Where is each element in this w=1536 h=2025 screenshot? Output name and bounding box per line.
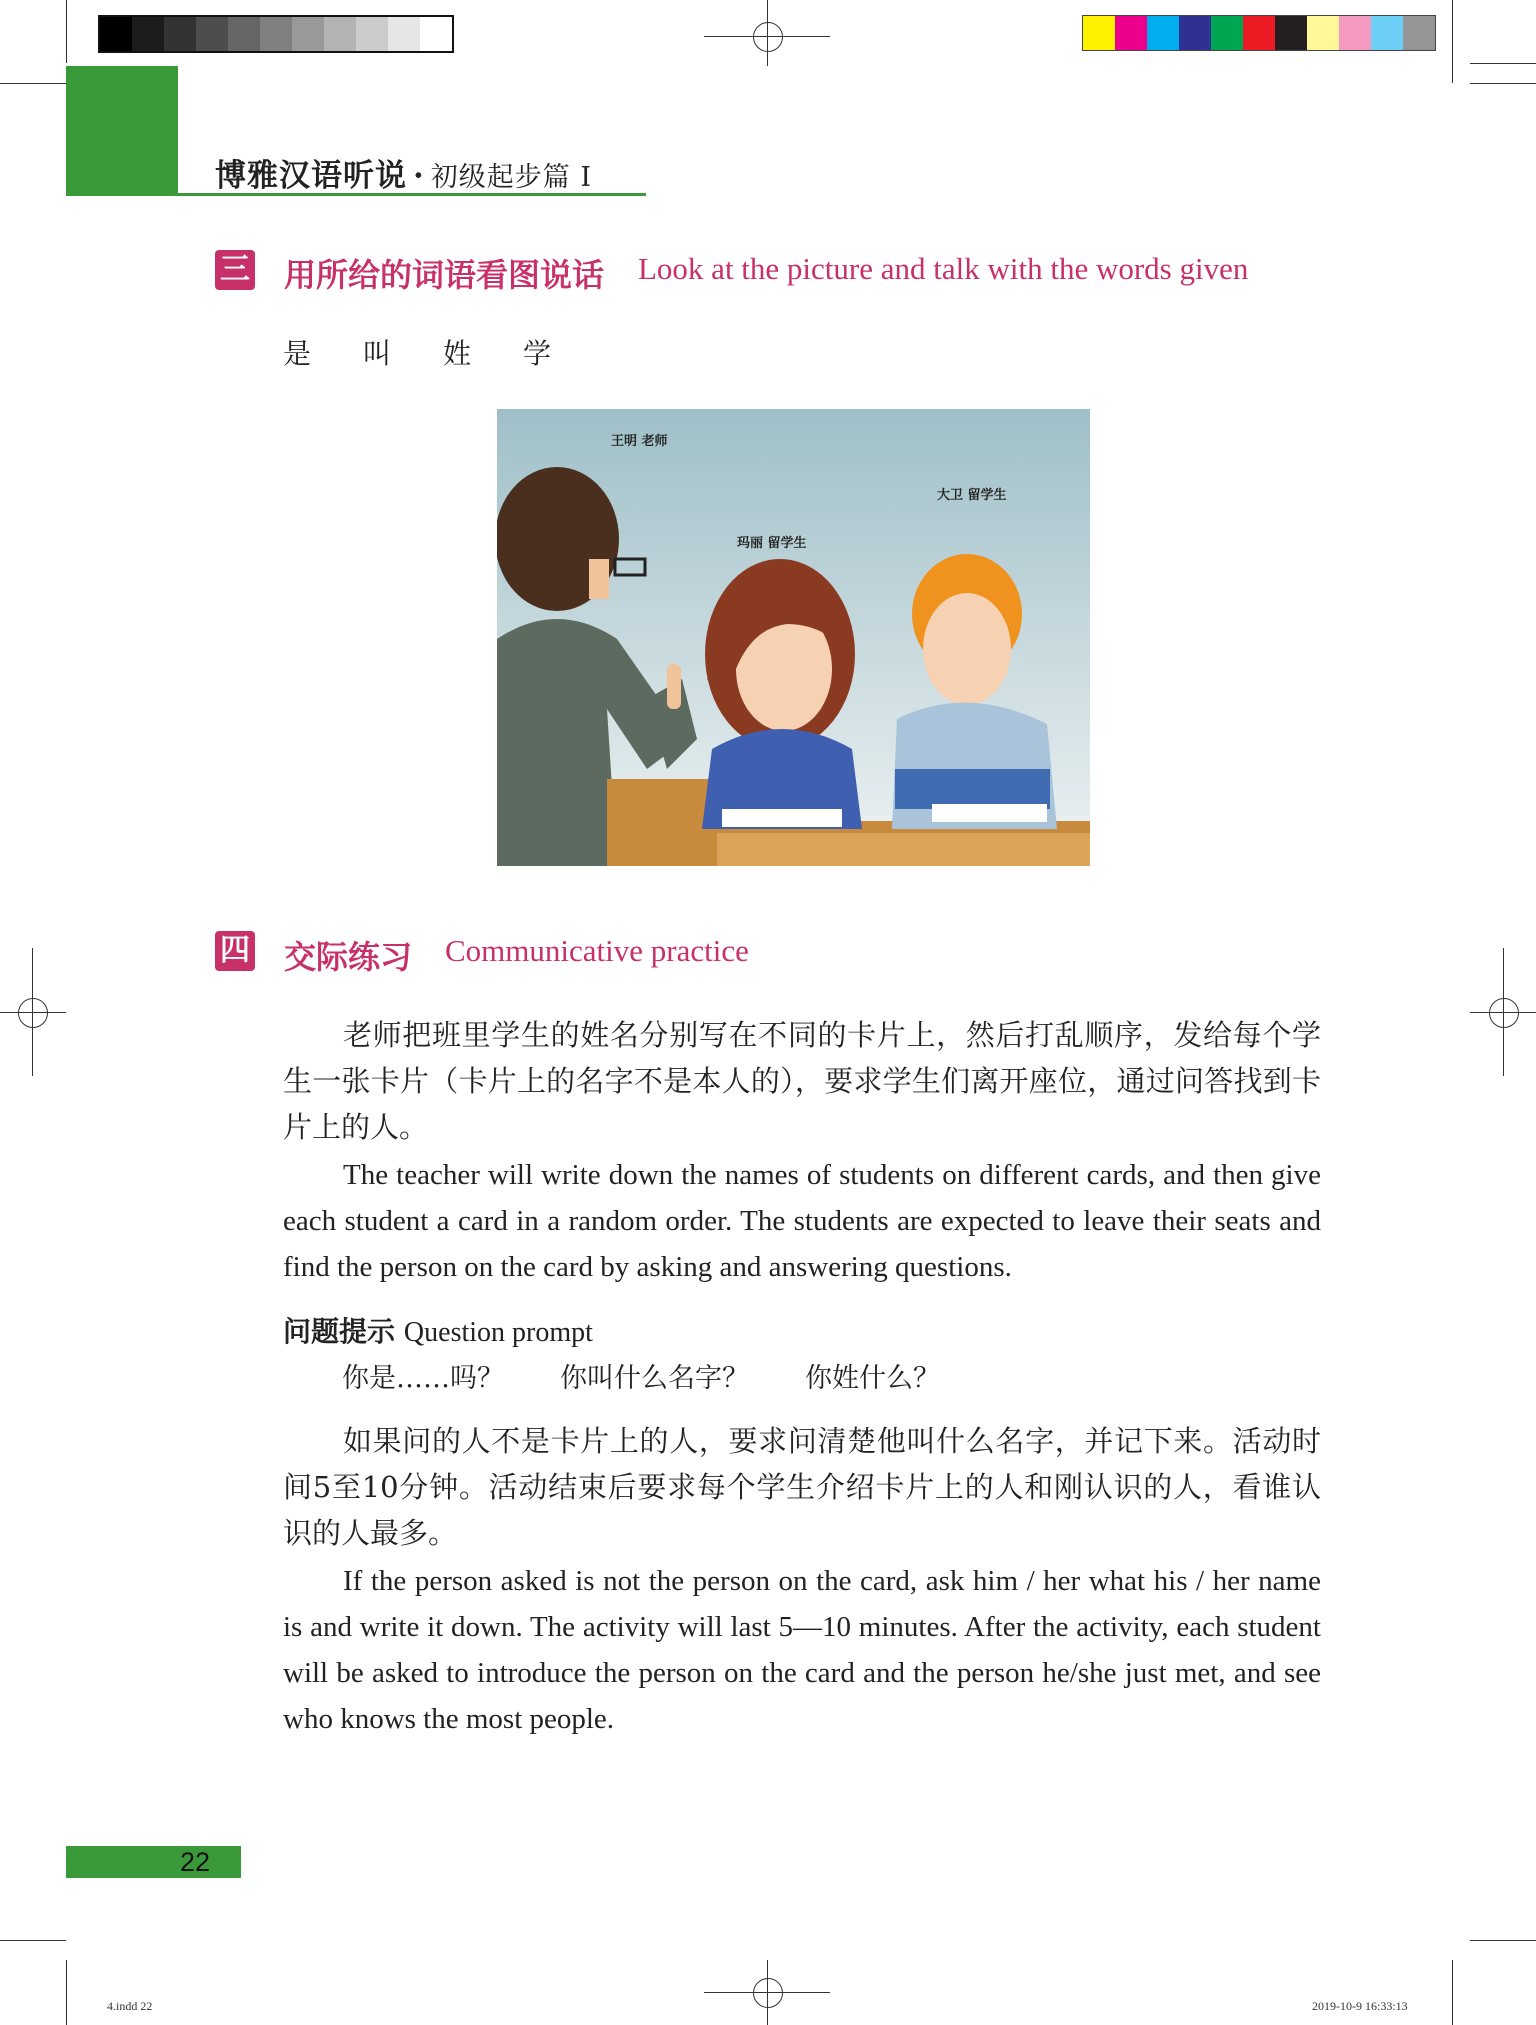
- section-title-en: Communicative practice: [445, 933, 749, 968]
- registration-mark-icon: [767, 1960, 768, 2025]
- registration-mark-icon: [753, 1978, 783, 2008]
- header-separator: ·: [413, 158, 425, 194]
- book-subtitle: 初级起步篇 I: [430, 162, 593, 193]
- crop-mark: [1470, 1940, 1536, 1941]
- given-word: 姓: [443, 337, 472, 370]
- given-word: 是: [283, 337, 312, 370]
- registration-mark-icon: [1489, 998, 1519, 1028]
- crop-mark: [0, 1940, 66, 1941]
- section-number-badge: 四: [215, 931, 255, 971]
- prompt-heading-cn: 问题提示: [283, 1315, 396, 1348]
- instruction-paragraph-en: The teacher will write down the names of students on different cards, and then give each student a card in a random order. The students are expected to leave their seats and find the person on the card by asking and answering questions.: [283, 1159, 1321, 1283]
- given-words: [283, 332, 551, 372]
- registration-mark-icon: [0, 1012, 66, 1013]
- page-number: 22: [180, 1847, 211, 1877]
- registration-mark-icon: [32, 948, 33, 1076]
- registration-mark-icon: [1503, 948, 1504, 1076]
- print-slug-file: 4.indd 22: [107, 1999, 153, 2013]
- book-title: 博雅汉语听说: [215, 158, 407, 194]
- page-number-tab: [66, 1846, 241, 1878]
- classroom-cartoon: [497, 409, 1090, 866]
- section-title-cn: 用所给的词语看图说话: [284, 256, 605, 294]
- section-title-cn: 交际练习: [284, 938, 413, 976]
- classroom-illustration: [497, 409, 1090, 866]
- activity-paragraph-en: If the person asked is not the person on the card, ask him / her what his / her name is and write it down. The activity will last 5—10 minutes. After the activity, each student will be asked to introduce the person on the card and the person he/she just met, and see who knows the most people.: [283, 1565, 1321, 1735]
- section-title-en: Look at the picture and talk with the words given: [638, 251, 1249, 286]
- color-calibration-bar: [1082, 15, 1436, 51]
- crop-mark: [1470, 83, 1536, 84]
- label-mary: 玛丽 留学生: [737, 536, 807, 551]
- prompt-heading-en: Question prompt: [403, 1317, 593, 1348]
- crop-mark: [1452, 1960, 1453, 2025]
- crop-mark: [1452, 0, 1453, 83]
- registration-mark-icon: [767, 0, 768, 66]
- section-number-badge: 三: [215, 250, 255, 290]
- prompt-heading: [283, 1310, 593, 1350]
- label-teacher: 王明 老师: [611, 434, 668, 449]
- crop-mark: [66, 1960, 67, 2025]
- question-prompt: 你姓什么？: [805, 1363, 940, 1394]
- running-header: [215, 150, 592, 195]
- grayscale-calibration-bar: [98, 15, 454, 53]
- header-color-tab: [66, 66, 178, 196]
- crop-mark: [1470, 63, 1536, 64]
- given-word: 学: [523, 337, 552, 370]
- label-david: 大卫 留学生: [937, 488, 1007, 503]
- question-prompt: 你叫什么名字？: [560, 1363, 749, 1394]
- given-word: 叫: [363, 337, 392, 370]
- crop-mark: [0, 83, 66, 84]
- activity-paragraph-cn: 如果问的人不是卡片上的人，要求问清楚他叫什么名字，并记下来。活动时间5至10分钟。活动结束后要求每个学生介绍卡片上的人和刚认识的人，看谁认识的人最多。: [283, 1424, 1321, 1550]
- print-slug-date: 2019-10-9 16:33:13: [1312, 1999, 1408, 2013]
- registration-mark-icon: [18, 998, 48, 1028]
- instruction-paragraph-cn: 老师把班里学生的姓名分别写在不同的卡片上，然后打乱顺序，发给每个学生一张卡片（卡片上的名字不是本人的），要求学生们离开座位，通过问答找到卡片上的人。: [283, 1018, 1321, 1144]
- crop-mark: [66, 0, 67, 63]
- question-prompt: 你是……吗？: [342, 1363, 504, 1394]
- registration-mark-icon: [753, 22, 783, 52]
- question-prompts: [342, 1356, 940, 1395]
